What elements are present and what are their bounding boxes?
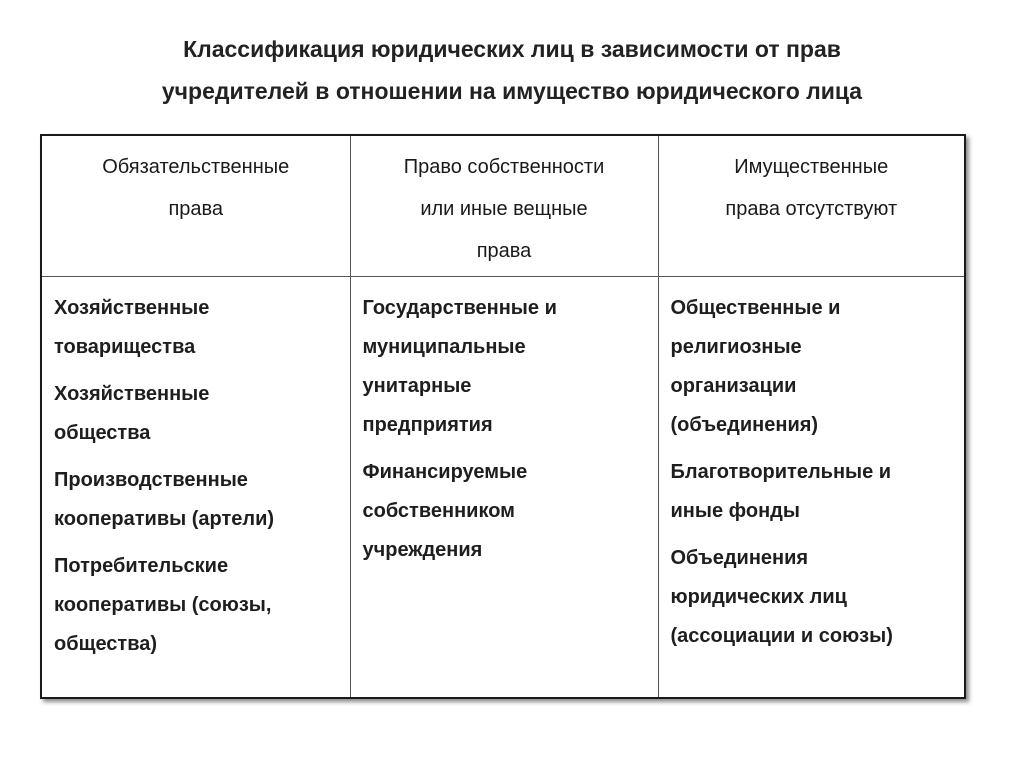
entity-item-line: Финансируемые xyxy=(362,461,528,483)
entity-item-line: Благотворительные и xyxy=(670,461,892,483)
body-row xyxy=(42,277,964,698)
entity-item-line: общества) xyxy=(54,633,158,655)
entity-item-line: организации xyxy=(670,375,797,397)
entity-item-line: иные фонды xyxy=(670,500,800,522)
entity-item xyxy=(54,461,342,539)
entity-item-line: кооперативы (артели) xyxy=(54,508,275,530)
entity-item-line: кооперативы (союзы, xyxy=(54,594,272,616)
entity-item xyxy=(54,547,342,664)
slide-title xyxy=(0,28,1024,112)
column-no-property-rights-entities xyxy=(658,277,964,698)
entity-item-line: товарищества xyxy=(54,336,196,358)
header-line: или иные вещные xyxy=(420,198,588,220)
header-no-property-rights xyxy=(658,136,964,277)
entity-item-line: Общественные и xyxy=(670,297,841,319)
header-line: права отсутствуют xyxy=(725,198,898,220)
entity-item-line: (ассоциации и союзы) xyxy=(670,625,893,647)
entity-item-line: Государственные и xyxy=(362,297,557,319)
entity-item-line: общества xyxy=(54,422,151,444)
entity-item-line: учреждения xyxy=(362,539,483,561)
entity-item-line: Хозяйственные xyxy=(54,297,210,319)
entity-item-line: собственником xyxy=(362,500,515,522)
entity-item xyxy=(671,289,957,445)
header-row xyxy=(42,136,964,277)
classification-table xyxy=(42,136,964,697)
header-line: права xyxy=(476,240,532,262)
entity-item-line: юридических лиц xyxy=(670,586,847,608)
entity-item-line: Потребительские xyxy=(54,555,229,577)
column-obligation-rights-entities xyxy=(42,277,350,698)
entity-item-line: унитарные xyxy=(362,375,472,397)
title-line-1: Классификация юридических лиц в зависимости от прав xyxy=(183,36,841,62)
header-obligation-rights xyxy=(42,136,350,277)
header-line: Имущественные xyxy=(734,156,889,178)
entity-item-line: религиозные xyxy=(670,336,802,358)
entity-item-line: Производственные xyxy=(54,469,248,491)
entity-item-line: Объединения xyxy=(670,547,809,569)
entity-item-line: муниципальные xyxy=(362,336,526,358)
header-line: Обязательственные xyxy=(102,156,290,178)
header-line: Право собственности xyxy=(403,156,605,178)
entity-item-line: Хозяйственные xyxy=(54,383,210,405)
header-line: права xyxy=(168,198,224,220)
entity-item xyxy=(671,453,957,531)
entity-item-line: (объединения) xyxy=(670,414,819,436)
entity-item xyxy=(54,375,342,453)
entity-item xyxy=(363,453,650,570)
column-property-rights-entities xyxy=(350,277,658,698)
header-property-rights xyxy=(350,136,658,277)
title-line-2: учредителей в отношении на имущество юридического лица xyxy=(161,78,863,104)
entity-item xyxy=(54,289,342,367)
classification-table-frame xyxy=(40,134,966,699)
entity-item xyxy=(363,289,650,445)
entity-item xyxy=(671,539,957,656)
entity-item-line: предприятия xyxy=(362,414,493,436)
